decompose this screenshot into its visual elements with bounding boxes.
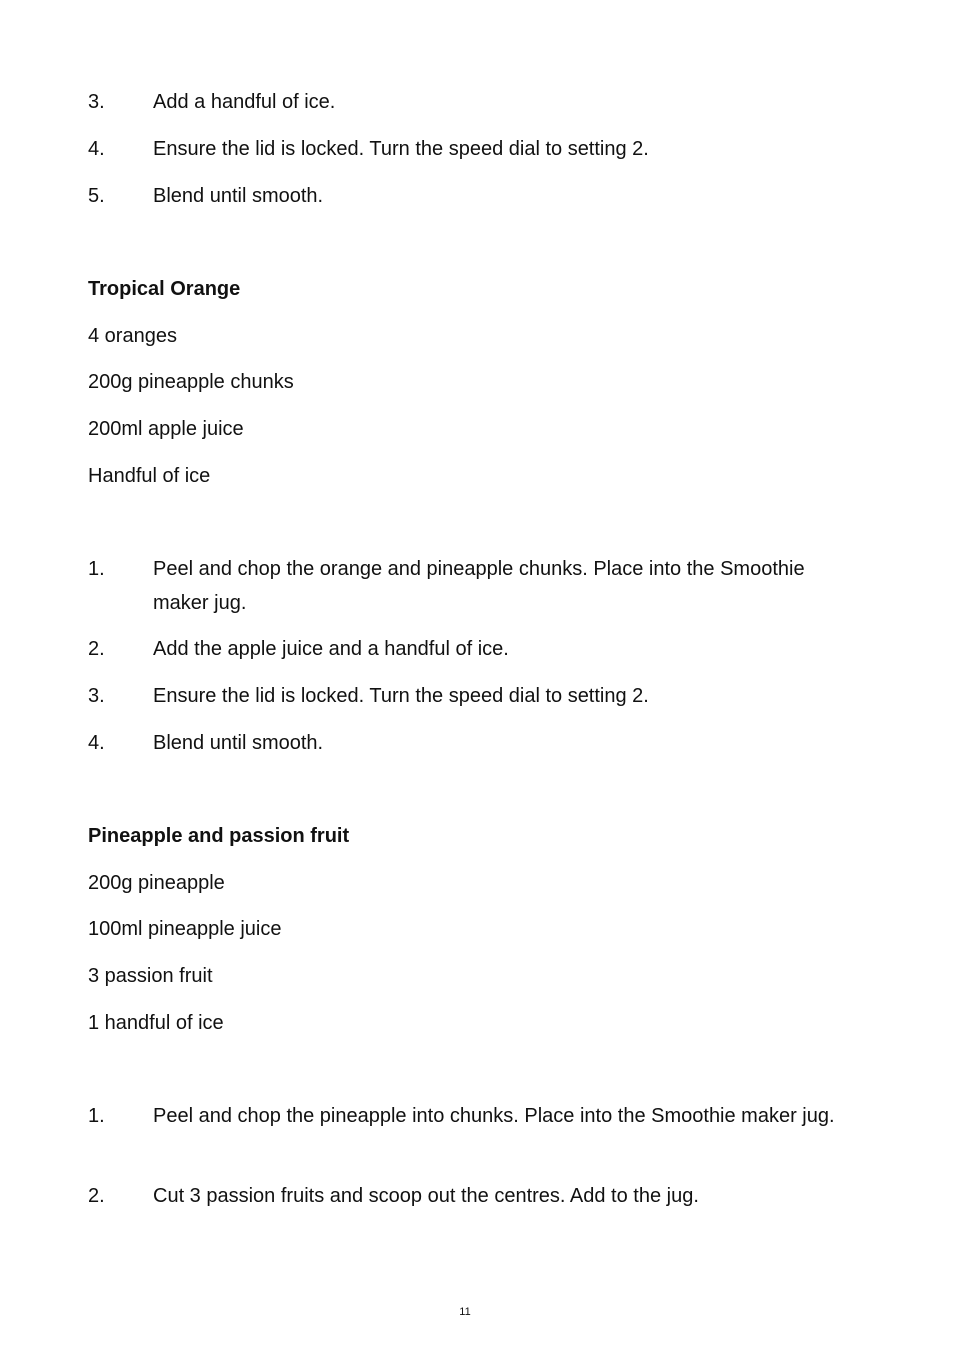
step-number: 2. bbox=[88, 1185, 105, 1207]
step-number: 3. bbox=[88, 91, 105, 113]
step-text: Blend until smooth. bbox=[153, 732, 324, 754]
page-number: 11 bbox=[459, 1306, 471, 1318]
method-step bbox=[88, 1179, 848, 1213]
recipe-title: Tropical Orange bbox=[88, 278, 241, 300]
ingredient-item: 3 passion fruit bbox=[88, 965, 213, 987]
ingredient-item: 200g pineapple chunks bbox=[88, 371, 294, 393]
step-text: Peel and chop the orange and pineapple chunks. Place into the Smoothie maker jug. bbox=[153, 558, 805, 614]
recipe-title: Pineapple and passion fruit bbox=[88, 825, 350, 847]
step-text: Peel and chop the pineapple into chunks. Place into the Smoothie maker jug. bbox=[153, 1105, 835, 1127]
step-number: 3. bbox=[88, 685, 105, 707]
ingredient-item: 4 oranges bbox=[88, 325, 177, 347]
method-step bbox=[88, 552, 848, 620]
step-number: 4. bbox=[88, 138, 105, 160]
step-text: Ensure the lid is locked. Turn the speed dial to setting 2. bbox=[153, 685, 649, 707]
ingredient-item: 200ml apple juice bbox=[88, 418, 244, 440]
method-step bbox=[88, 679, 848, 713]
ingredient-item: Handful of ice bbox=[88, 465, 211, 487]
step-number: 1. bbox=[88, 1105, 105, 1127]
step-number: 5. bbox=[88, 185, 105, 207]
step-text: Ensure the lid is locked. Turn the speed dial to setting 2. bbox=[153, 138, 649, 160]
step-number: 1. bbox=[88, 558, 105, 580]
step-text: Add the apple juice and a handful of ice. bbox=[153, 638, 509, 660]
method-step bbox=[88, 1099, 848, 1133]
method-step bbox=[88, 632, 848, 666]
ingredient-item: 200g pineapple bbox=[88, 872, 225, 894]
ingredient-item: 1 handful of ice bbox=[88, 1012, 224, 1034]
method-step bbox=[88, 132, 848, 166]
step-text: Blend until smooth. bbox=[153, 185, 324, 207]
step-number: 4. bbox=[88, 732, 105, 754]
method-step bbox=[88, 85, 848, 119]
step-text: Cut 3 passion fruits and scoop out the centres. Add to the jug. bbox=[153, 1185, 699, 1207]
step-text: Add a handful of ice. bbox=[153, 91, 336, 113]
ingredient-item: 100ml pineapple juice bbox=[88, 918, 282, 940]
step-number: 2. bbox=[88, 638, 105, 660]
method-step bbox=[88, 726, 848, 760]
method-step bbox=[88, 179, 848, 213]
